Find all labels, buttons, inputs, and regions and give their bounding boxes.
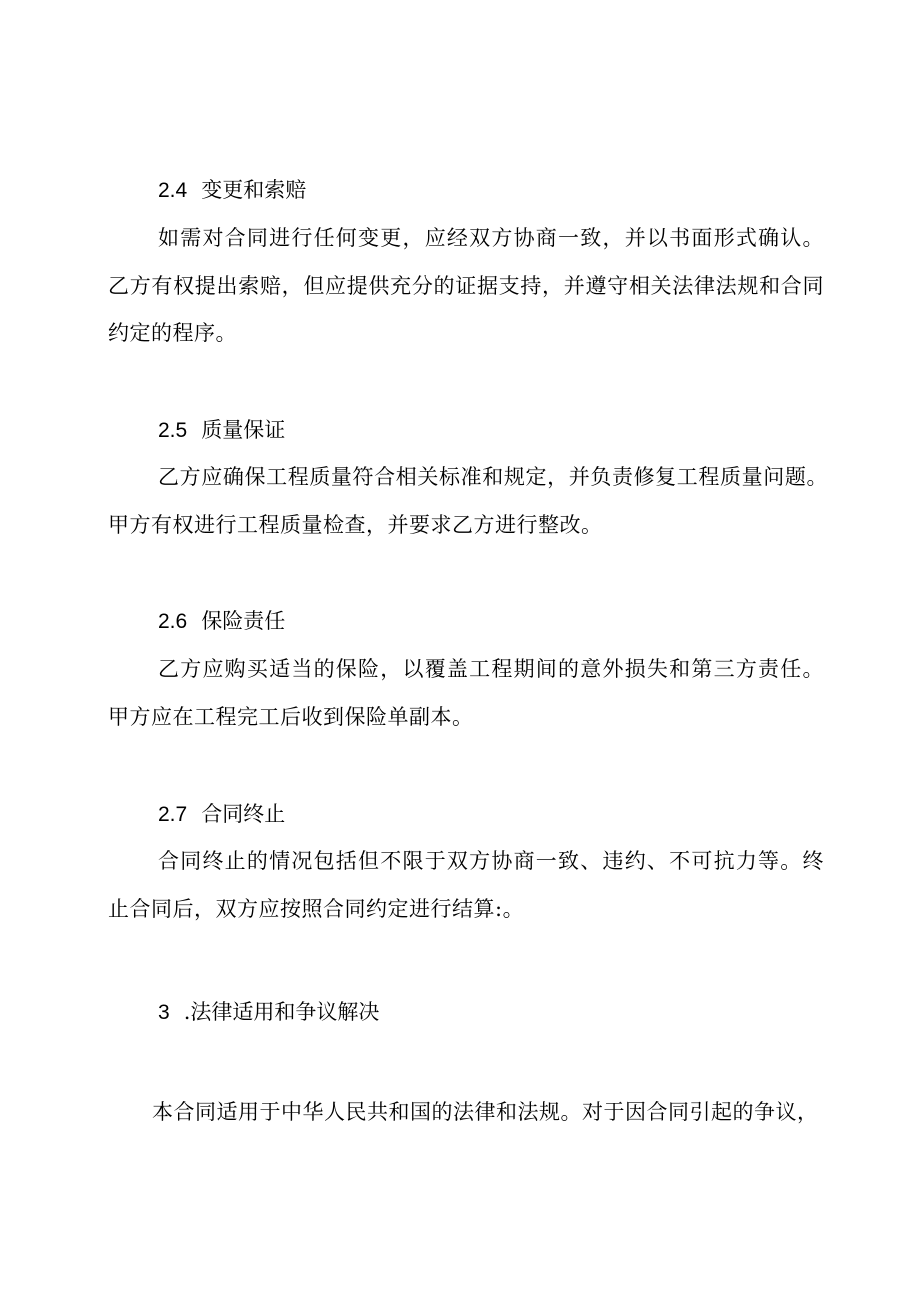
section-title: 变更和索赔 (201, 178, 307, 202)
section-body-2-7: 合同终止的情况包括但不限于双方协商一致、违约、不可抗力等。终止合同后，双方应按照合同约定进行结算:。 (108, 849, 824, 921)
section-heading-2-7 (158, 800, 285, 829)
section-title: 保险责任 (201, 609, 286, 633)
section-body-3: 本合同适用于中华人民共和国的法律和法规。对于因合同引起的争议， (152, 1100, 819, 1124)
section-number: 2.5 (158, 419, 188, 442)
section-title: .法律适用和争议解决 (183, 1000, 380, 1024)
section-body-2-4: 如需对合同进行任何变更，应经双方协商一致，并以书面形式确认。乙方有权提出索赔，但应提供充分的证据支持，并遵守相关法律法规和合同约定的程序。 (108, 226, 824, 345)
section-heading-2-5 (158, 416, 285, 445)
section-number: 2.6 (158, 610, 188, 633)
section-number: 3 (158, 1001, 170, 1024)
section-heading-3 (158, 998, 379, 1027)
section-body-2-5: 乙方应确保工程质量符合相关标准和规定，并负责修复工程质量问题。甲方有权进行工程质量检查，并要求乙方进行整改。 (108, 465, 828, 537)
section-number: 2.4 (158, 179, 188, 202)
section-title: 合同终止 (201, 802, 286, 826)
section-body-2-6: 乙方应购买适当的保险，以覆盖工程期间的意外损失和第三方责任。甲方应在工程完工后收到保险单副本。 (108, 657, 824, 729)
section-heading-2-6 (158, 607, 285, 636)
section-title: 质量保证 (201, 418, 286, 442)
section-number: 2.7 (158, 803, 188, 826)
section-heading-2-4 (158, 176, 306, 205)
